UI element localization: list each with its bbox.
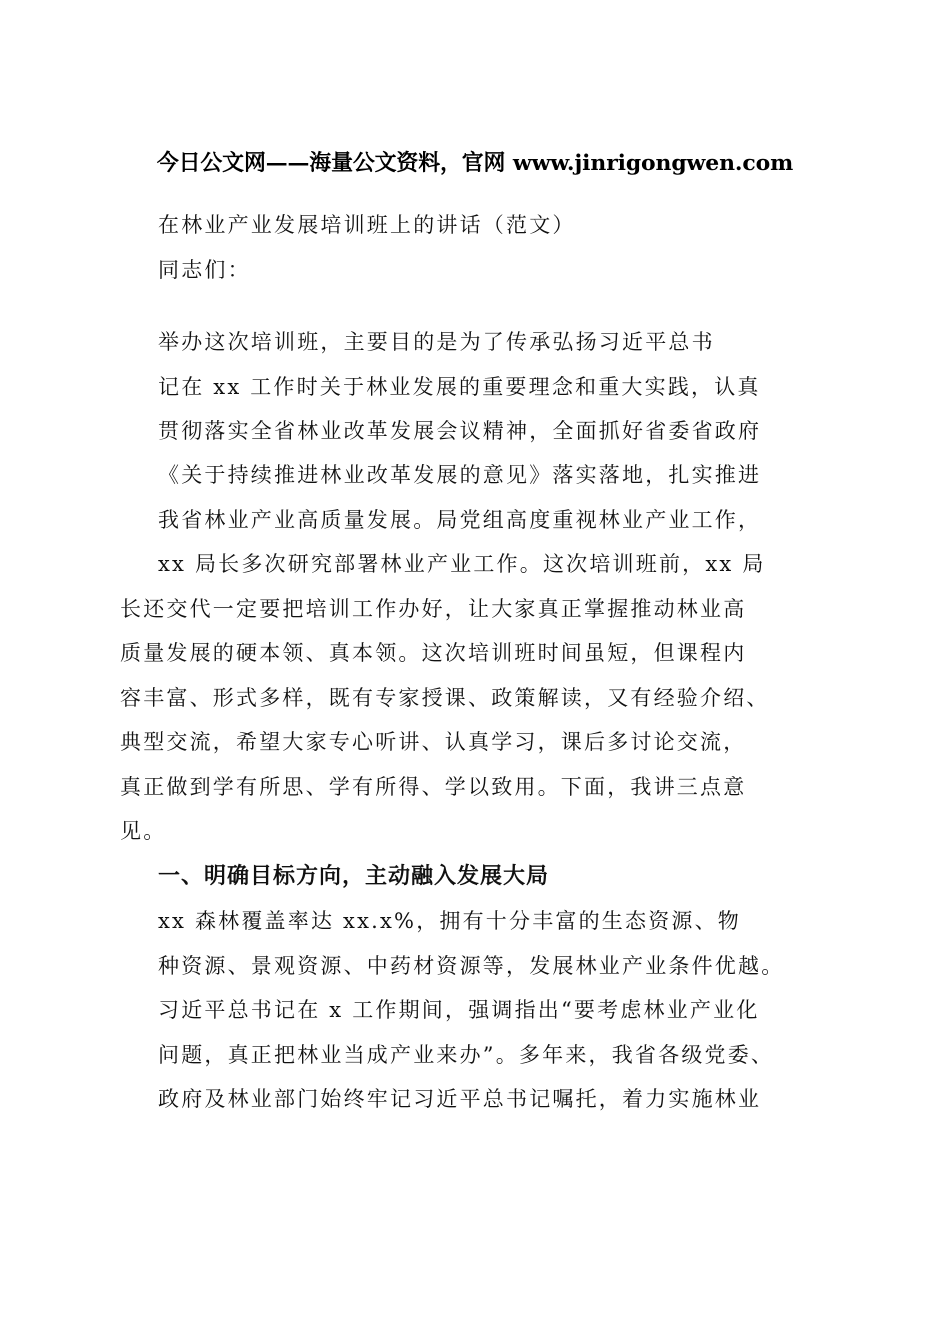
- paragraph-line: xx 局长多次研究部署林业产业工作。这次培训班前，xx 局: [158, 552, 766, 576]
- paragraph-line: 质量发展的硬本领、真本领。这次培训班时间虽短，但课程内: [120, 641, 747, 665]
- paragraph-line: 典型交流，希望大家专心听讲、认真学习，课后多讨论交流，: [120, 730, 747, 754]
- paragraph-line: 举办这次培训班，主要目的是为了传承弘扬习近平总书: [158, 330, 715, 354]
- paragraph-line: 种资源、景观资源、中药材资源等，发展林业产业条件优越。: [158, 954, 785, 978]
- salutation: 同志们：: [158, 258, 251, 282]
- paragraph-line: 真正做到学有所思、学有所得、学以致用。下面，我讲三点意: [120, 775, 747, 799]
- paragraph-line: 贯彻落实全省林业改革发展会议精神，全面抓好省委省政府: [158, 419, 762, 443]
- document-title: 在林业产业发展培训班上的讲话（范文）: [158, 213, 576, 237]
- paragraph-line: 政府及林业部门始终牢记习近平总书记嘱托，着力实施林业: [158, 1087, 762, 1111]
- paragraph-line: 《关于持续推进林业改革发展的意见》落实落地，扎实推进: [158, 463, 762, 487]
- paragraph-line: 容丰富、形式多样，既有专家授课、政策解读，又有经验介绍、: [120, 686, 770, 710]
- paragraph-line: 见。: [120, 819, 167, 843]
- paragraph-line: 习近平总书记在 x 工作期间，强调指出“要考虑林业产业化: [158, 998, 760, 1022]
- paragraph-line: xx 森林覆盖率达 xx.x%，拥有十分丰富的生态资源、物: [158, 909, 741, 933]
- paragraph-line: 记在 xx 工作时关于林业发展的重要理念和重大实践，认真: [158, 375, 761, 399]
- paragraph-line: 长还交代一定要把培训工作办好，让大家真正掌握推动林业高: [120, 597, 747, 621]
- section-heading: 一、明确目标方向，主动融入发展大局: [158, 864, 550, 889]
- paragraph-line: 问题，真正把林业当成产业来办”。多年来，我省各级党委、: [158, 1043, 775, 1067]
- paragraph-line: 我省林业产业高质量发展。局党组高度重视林业产业工作，: [158, 508, 762, 532]
- site-header-banner: 今日公文网——海量公文资料，官网 www.jinrigongwen.com: [156, 150, 794, 176]
